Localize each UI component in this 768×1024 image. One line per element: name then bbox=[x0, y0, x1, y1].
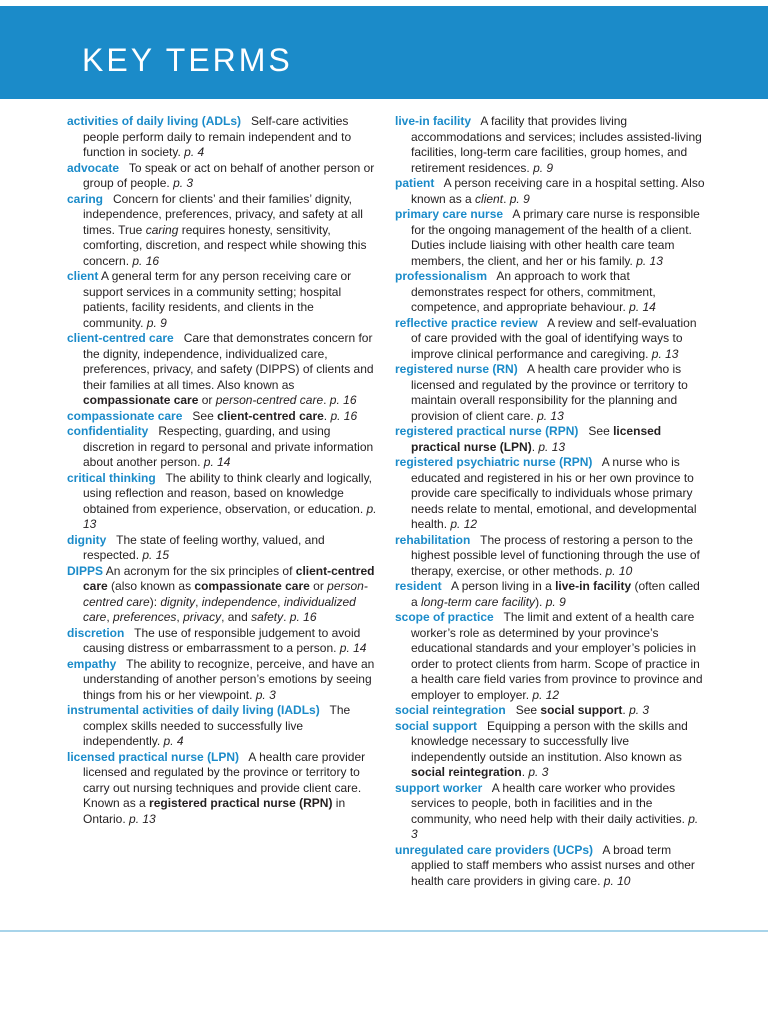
glossary-definition: A health care provider who is licensed and regulated by the province or territory to maintain overall responsibility for the planning and provision of client care. p. 13 bbox=[411, 362, 688, 423]
glossary-entry bbox=[67, 703, 377, 750]
glossary-term: primary care nurse bbox=[395, 207, 504, 221]
glossary-entry bbox=[67, 626, 377, 657]
glossary-entry bbox=[395, 114, 705, 176]
footer-divider bbox=[0, 930, 768, 932]
glossary-term: critical thinking bbox=[67, 470, 156, 485]
glossary-definition: A person receiving care in a hospital setting. Also known as a client. p. 9 bbox=[411, 176, 705, 206]
glossary-term: patient bbox=[395, 176, 435, 190]
glossary-definition: Respecting, guarding, and using discretion in regard to personal and private information about another person. p. 14 bbox=[83, 424, 374, 469]
glossary-entry bbox=[395, 719, 705, 781]
glossary-term: instrumental activities of daily living (IADLs) bbox=[67, 703, 320, 717]
glossary-entry bbox=[395, 316, 705, 363]
glossary-definition: The state of feeling worthy, valued, and respected. p. 15 bbox=[83, 532, 325, 562]
glossary-definition: A review and self-evaluation of care provided with the goal of identifying ways to improve clinical performance and caregiving. p. 13 bbox=[411, 315, 697, 361]
glossary-definition: See client-centred care. p. 16 bbox=[182, 408, 358, 423]
glossary-entry bbox=[67, 409, 377, 425]
glossary-entry bbox=[395, 362, 705, 424]
glossary-definition: An acronym for the six principles of client-centred care (also known as compassionate care or person-centred care): dignity, independence, individualized care, preferences, privacy, and safety. p. 16 bbox=[83, 563, 375, 624]
glossary-term: registered psychiatric nurse (RPN) bbox=[395, 455, 593, 469]
glossary-entry bbox=[67, 657, 377, 704]
key-terms-left-column bbox=[67, 114, 377, 827]
page-header-bar bbox=[0, 6, 768, 99]
glossary-term: live-in facility bbox=[395, 114, 472, 128]
glossary-term: caring bbox=[67, 191, 104, 206]
glossary-entry bbox=[67, 564, 377, 626]
glossary-definition: A health care worker who provides services to people, both in facilities and in the community, who need help with their daily activities. p. 3 bbox=[411, 780, 699, 841]
glossary-definition: The process of restoring a person to the highest possible level of functioning through the use of therapy, exercise, or other methods. p. 10 bbox=[411, 532, 700, 578]
glossary-definition: Self-care activities people perform daily to remain independent and to function in society. p. 4 bbox=[83, 114, 352, 159]
glossary-entry bbox=[395, 610, 705, 703]
glossary-entry bbox=[395, 533, 705, 580]
glossary-term: client bbox=[67, 269, 99, 283]
glossary-entry bbox=[67, 161, 377, 192]
glossary-definition: The ability to recognize, perceive, and have an understanding of another person’s emotions by seeing things from his or her viewpoint. p. 3 bbox=[83, 656, 375, 702]
glossary-term: DIPPS bbox=[67, 563, 104, 578]
glossary-term: rehabilitation bbox=[395, 532, 471, 547]
glossary-term: activities of daily living (ADLs) bbox=[67, 114, 242, 128]
glossary-entry bbox=[67, 331, 377, 409]
glossary-definition: To speak or act on behalf of another person or group of people. p. 3 bbox=[83, 160, 375, 190]
glossary-entry bbox=[67, 750, 377, 828]
glossary-term: empathy bbox=[67, 656, 117, 671]
glossary-definition: Care that demonstrates concern for the dignity, independence, individualized care, preferences, privacy, and safety (DIPPS) of clients and their families at all times. Also known as compassionate care or person-centred care. p. 16 bbox=[83, 331, 374, 407]
glossary-entry bbox=[395, 176, 705, 207]
glossary-definition: The ability to think clearly and logically, using reflection and reason, based on knowledge obtained from experience, observation, or education. p. 13 bbox=[83, 470, 377, 531]
glossary-term: unregulated care providers (UCPs) bbox=[395, 842, 594, 857]
page-title: KEY TERMS bbox=[82, 42, 293, 78]
glossary-entry bbox=[395, 269, 705, 316]
glossary-term: confidentiality bbox=[67, 424, 149, 438]
glossary-entry bbox=[395, 703, 705, 719]
glossary-term: licensed practical nurse (LPN) bbox=[67, 749, 240, 764]
glossary-term: compassionate care bbox=[67, 408, 183, 423]
glossary-definition: A primary care nurse is responsible for the ongoing management of the health of a client. Duties include liaising with other health care team members, the client, and her or his family. p. 13 bbox=[411, 207, 700, 268]
glossary-term: scope of practice bbox=[395, 610, 494, 624]
glossary-entry bbox=[395, 781, 705, 843]
glossary-entry bbox=[67, 192, 377, 270]
glossary-term: advocate bbox=[67, 160, 120, 175]
glossary-definition: The use of responsible judgement to avoid causing distress or embarrassment to a person. p. 14 bbox=[83, 625, 367, 655]
glossary-term: registered nurse (RN) bbox=[395, 362, 518, 376]
glossary-entry bbox=[67, 533, 377, 564]
glossary-definition: A person living in a live-in facility (often called a long-term care facility). p. 9 bbox=[411, 579, 700, 609]
glossary-term: support worker bbox=[395, 780, 483, 795]
glossary-entry bbox=[395, 455, 705, 533]
glossary-definition: A health care provider licensed and regulated by the province or territory to carry out nursing techniques and provide client care. Known as a registered practical nurse (RPN) in Ontario. p. 13 bbox=[83, 749, 366, 826]
glossary-definition: Equipping a person with the skills and knowledge necessary to successfully live independently outside an institution. Also known as social reintegration. p. 3 bbox=[411, 718, 688, 779]
glossary-term: resident bbox=[395, 579, 442, 593]
glossary-definition: A broad term applied to staff members who assist nurses and other health care providers in giving care. p. 10 bbox=[411, 842, 695, 888]
glossary-definition: The limit and extent of a health care worker’s role as determined by your province’s educational standards and your employer’s policies in order to protect clients from harm. Scope of practice in a health care field varies from province to province and employer to employer. p. 12 bbox=[411, 610, 703, 702]
glossary-term: registered practical nurse (RPN) bbox=[395, 424, 579, 438]
glossary-definition: See licensed practical nurse (LPN). p. 13 bbox=[411, 424, 662, 454]
glossary-definition: See social support. p. 3 bbox=[505, 703, 650, 717]
glossary-entry bbox=[67, 269, 377, 331]
glossary-entry bbox=[67, 424, 377, 471]
glossary-definition: Concern for clients’ and their families’ dignity, independence, preferences, privacy, and safety at all times. True caring requires honesty, sensitivity, comforting, discretion, and respect while showing this concern. p. 16 bbox=[83, 191, 367, 268]
glossary-entry bbox=[395, 843, 705, 890]
glossary-term: dignity bbox=[67, 532, 107, 547]
glossary-term: social support bbox=[395, 718, 478, 733]
glossary-entry bbox=[395, 579, 705, 610]
glossary-definition: A nurse who is educated and registered in his or her own province to provide care specifically to individuals whose primary needs relate to mental, emotional, and developmental health. p. 12 bbox=[411, 455, 697, 531]
glossary-entry bbox=[395, 207, 705, 269]
glossary-term: client-centred care bbox=[67, 331, 174, 345]
glossary-term: professionalism bbox=[395, 269, 488, 283]
glossary-definition: The complex skills needed to successfully live independently. p. 4 bbox=[83, 703, 351, 748]
glossary-definition: A general term for any person receiving care or support services in a community setting; hospital patients, facility residents, and clients in the community. p. 9 bbox=[83, 269, 352, 330]
glossary-definition: A facility that provides living accommodations and services; includes assisted-living facilities, long-term care facilities, group homes, and retirement residences. p. 9 bbox=[411, 114, 702, 175]
glossary-term: discretion bbox=[67, 625, 125, 640]
key-terms-right-column bbox=[395, 114, 705, 889]
glossary-entry bbox=[395, 424, 705, 455]
glossary-term: reflective practice review bbox=[395, 315, 538, 330]
glossary-definition: An approach to work that demonstrates respect for others, commitment, competence, and appropriate behaviour. p. 14 bbox=[411, 269, 656, 314]
glossary-term: social reintegration bbox=[395, 703, 506, 717]
glossary-entry bbox=[67, 114, 377, 161]
glossary-entry bbox=[67, 471, 377, 533]
